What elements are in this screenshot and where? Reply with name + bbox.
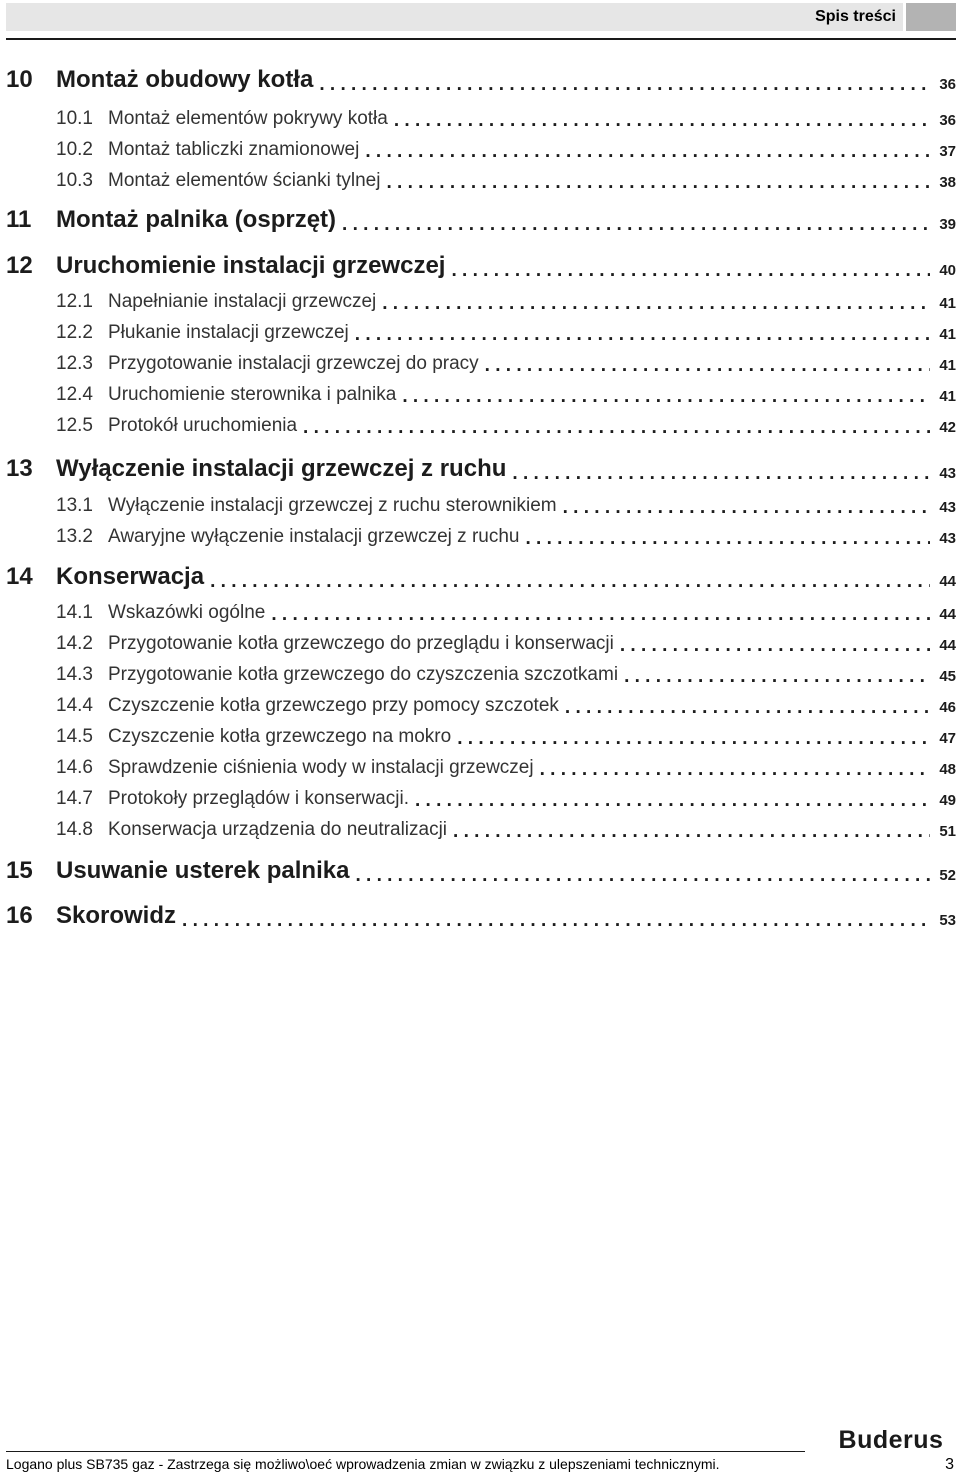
toc-entry-title: Wyłączenie instalacji grzewczej z ruchu [56,455,507,482]
toc-section-entry[interactable] [0,407,960,437]
toc-section-entry[interactable] [0,131,960,161]
toc-entry-number: 10.2 [56,139,93,160]
toc-entry-number: 12.5 [56,415,93,436]
toc-section-entry[interactable] [0,780,960,810]
toc-dot-leader [271,605,930,624]
toc-entry-number: 12.1 [56,291,93,312]
toc-entry-title: Protokoły przeglądów i konserwacji. [108,788,409,809]
toc-entry-number: 14.4 [56,695,93,716]
toc-entry-title: Montaż tabliczki znamionowej [108,139,360,160]
toc-chapter-entry[interactable] [0,200,960,234]
toc-entry-number: 14.5 [56,726,93,747]
toc-dot-leader [386,173,930,192]
toc-dot-leader [563,498,930,517]
header-square [906,3,956,31]
toc-dot-leader [457,729,930,748]
toc-entry-title: Uruchomienie instalacji grzewczej [56,252,446,279]
toc-entry-page: 41 [939,357,956,374]
toc-entry-title: Konserwacja [56,563,205,590]
toc-dot-leader [512,464,930,483]
toc-section-entry[interactable] [0,656,960,686]
toc-entry-number: 13.2 [56,526,93,547]
toc-dot-leader [415,791,930,810]
toc-entry-number: 14.3 [56,664,93,685]
toc-entry-number: 12.2 [56,322,93,343]
toc-entry-number: 14.2 [56,633,93,654]
toc-section-entry[interactable] [0,749,960,779]
header-bar [6,3,903,31]
footer-page-number: 3 [945,1456,954,1473]
toc-entry-page: 45 [939,668,956,685]
toc-entry-title: Czyszczenie kotła grzewczego przy pomocy szczotek [108,695,559,716]
toc-entry-page: 43 [939,465,956,482]
toc-dot-leader [382,294,930,313]
buderus-logo [826,1426,956,1452]
toc-entry-number: 12.3 [56,353,93,374]
toc-section-entry[interactable] [0,811,960,841]
toc-dot-leader [394,111,930,130]
toc-entry-page: 36 [939,76,956,93]
toc-entry-title: Przygotowanie instalacji grzewczej do pracy [108,353,479,374]
toc-section-entry[interactable] [0,518,960,548]
toc-entry-page: 43 [939,499,956,516]
toc-section-entry[interactable] [0,283,960,313]
toc-entry-page: 44 [939,606,956,623]
toc-entry-page: 41 [939,326,956,343]
toc-entry-page: 37 [939,143,956,160]
toc-dot-leader [624,667,930,686]
toc-chapter-entry[interactable] [0,60,960,94]
footer-text: Logano plus SB735 gaz - Zastrzega się możliwo\oeć wprowadzenia zmian w związku z ulepszeniami technicznymi. [6,1456,720,1472]
toc-entry-title: Montaż elementów pokrywy kotła [108,108,388,129]
toc-dot-leader [365,142,930,161]
toc-entry-page: 52 [939,867,956,884]
toc-chapter-entry[interactable] [0,557,960,591]
toc-entry-page: 46 [939,699,956,716]
toc-entry-title: Montaż obudowy kotła [56,66,314,93]
toc-section-entry[interactable] [0,625,960,655]
toc-entry-number: 15 [6,857,33,884]
toc-entry-number: 16 [6,902,33,929]
toc-entry-page: 41 [939,388,956,405]
toc-dot-leader [355,325,930,344]
toc-section-entry[interactable] [0,376,960,406]
toc-entry-title: Płukanie instalacji grzewczej [108,322,349,343]
toc-entry-title: Konserwacja urządzenia do neutralizacji [108,819,448,840]
toc-entry-title: Skorowidz [56,902,177,929]
toc-section-entry[interactable] [0,718,960,748]
toc-entry-title: Wyłączenie instalacji grzewczej z ruchu sterownikiem [108,495,557,516]
toc-entry-number: 14.7 [56,788,93,809]
toc-entry-title: Montaż elementów ścianki tylnej [108,170,381,191]
toc-entry-number: 14 [6,563,33,590]
toc-dot-leader [342,215,930,234]
toc-entry-page: 48 [939,761,956,778]
toc-dot-leader [402,387,930,406]
toc-entry-page: 39 [939,216,956,233]
toc-entry-number: 12 [6,252,33,279]
toc-entry-page: 40 [939,262,956,279]
toc-entry-page: 51 [939,823,956,840]
toc-entry-page: 53 [939,912,956,929]
toc-dot-leader [526,529,931,548]
toc-dot-leader [540,760,930,779]
toc-entry-title: Uruchomienie sterownika i palnika [108,384,397,405]
toc-entry-page: 47 [939,730,956,747]
toc-entry-page: 38 [939,174,956,191]
header-title: Spis treści [815,8,896,25]
toc-entry-number: 12.4 [56,384,93,405]
toc-entry-page: 41 [939,295,956,312]
toc-entry-number: 13.1 [56,495,93,516]
toc-entry-number: 11 [6,206,32,233]
toc-dot-leader [451,261,930,280]
toc-entry-title: Protokół uruchomienia [108,415,298,436]
toc-entry-page: 43 [939,530,956,547]
toc-dot-leader [210,572,930,591]
toc-chapter-entry[interactable] [0,851,960,885]
toc-entry-title: Sprawdzenie ciśnienia wody w instalacji grzewczej [108,757,534,778]
toc-section-entry[interactable] [0,487,960,517]
toc-dot-leader [355,866,930,885]
toc-entry-title: Montaż palnika (osprzęt) [56,206,337,233]
toc-entry-title: Usuwanie usterek palnika [56,857,350,884]
toc-dot-leader [620,636,930,655]
toc-section-entry[interactable] [0,162,960,192]
toc-section-entry[interactable] [0,100,960,130]
toc-entry-page: 44 [939,573,956,590]
toc-entry-number: 13 [6,455,33,482]
toc-entry-number: 10.1 [56,108,93,129]
toc-entry-title: Przygotowanie kotła grzewczego do przeglądu i konserwacji [108,633,614,654]
toc-section-entry[interactable] [0,687,960,717]
toc-section-entry[interactable] [0,314,960,344]
logo-text: Buderus [838,1426,944,1452]
toc-entry-title: Awaryjne wyłączenie instalacji grzewczej z ruchu [108,526,520,547]
toc-entry-number: 10.3 [56,170,93,191]
toc-dot-leader [453,822,930,841]
toc-dot-leader [565,698,930,717]
toc-entry-number: 10 [6,66,33,93]
toc-entry-page: 49 [939,792,956,809]
toc-entry-page: 42 [939,419,956,436]
footer-rule [6,1451,805,1452]
toc-entry-title: Czyszczenie kotła grzewczego na mokro [108,726,452,747]
toc-entry-title: Wskazówki ogólne [108,602,266,623]
toc-entry-number: 14.6 [56,757,93,778]
toc-dot-leader [485,356,930,375]
toc-chapter-entry[interactable] [0,896,960,930]
toc-entry-number: 14.8 [56,819,93,840]
toc-dot-leader [319,75,930,94]
toc-dot-leader [182,911,930,930]
toc-entry-page: 44 [939,637,956,654]
header-rule [6,38,956,40]
toc-section-entry[interactable] [0,345,960,375]
toc-chapter-entry[interactable] [0,449,960,483]
toc-entry-title: Przygotowanie kotła grzewczego do czyszczenia szczotkami [108,664,619,685]
toc-section-entry[interactable] [0,594,960,624]
toc-dot-leader [303,418,930,437]
toc-chapter-entry[interactable] [0,246,960,280]
toc-entry-title: Napełnianie instalacji grzewczej [108,291,377,312]
toc-entry-number: 14.1 [56,602,93,623]
toc-entry-page: 36 [939,112,956,129]
